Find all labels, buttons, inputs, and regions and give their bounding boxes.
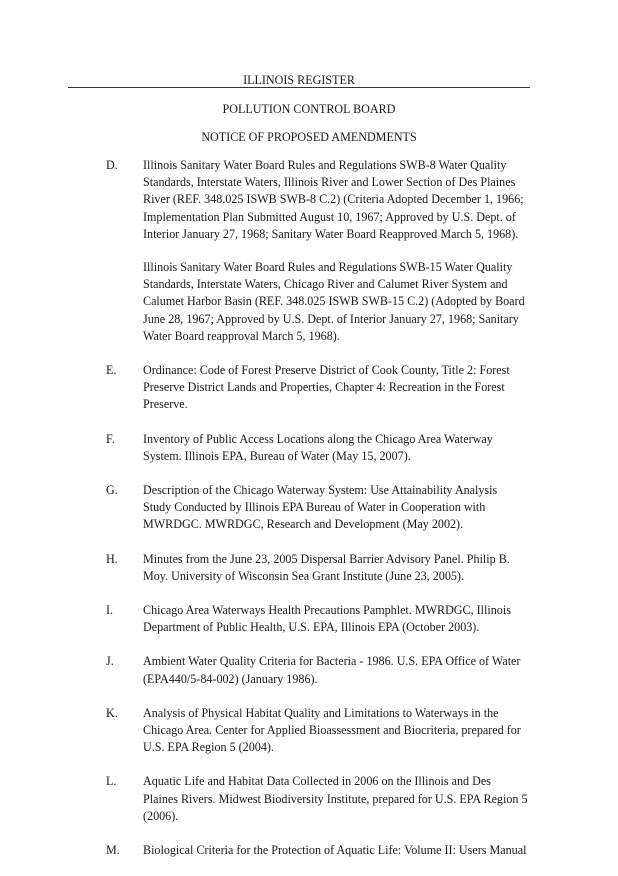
item-body (143, 362, 528, 414)
list-item (0, 705, 618, 757)
item-paragraph: Inventory of Public Access Locations along the Chicago Area Waterway System. Illinois EPA, Bureau of Water (May 15, 2007). (143, 431, 493, 463)
item-body (143, 157, 528, 345)
list-item (0, 653, 618, 687)
item-paragraph: Ordinance: Code of Forest Preserve District of Cook County, Title 2: Forest Preserve District Lands and Properties, Chapter 4: Recreation in the Forest Preserve. (143, 363, 510, 412)
item-body (143, 602, 528, 636)
list-item (0, 362, 618, 414)
item-letter: H. (106, 551, 118, 566)
item-letter: I. (106, 603, 114, 618)
item-paragraph: Aquatic Life and Habitat Data Collected in 2006 on the Illinois and Des Plaines Rivers. Midwest Biodiversity Institute, prepared for U.S. EPA Region 5 (2006). (143, 774, 528, 823)
list-item (0, 551, 618, 585)
item-body (143, 551, 528, 585)
item-letter: K. (106, 705, 118, 720)
item-paragraph: Ambient Water Quality Criteria for Bacteria - 1986. U.S. EPA Office of Water (EPA440/5-84-002) (January 1986). (143, 654, 521, 686)
item-body (143, 842, 528, 859)
register-title-text: ILLINOIS REGISTER (237, 73, 361, 87)
item-paragraph: Biological Criteria for the Protection of Aquatic Life: Volume II: Users Manual (143, 843, 527, 858)
reference-list (0, 157, 618, 876)
list-item (0, 602, 618, 636)
notice-heading: NOTICE OF PROPOSED AMENDMENTS (201, 130, 417, 144)
item-letter: G. (106, 483, 118, 498)
item-letter: M. (106, 843, 120, 858)
list-item (0, 842, 618, 859)
item-paragraph: Chicago Area Waterways Health Precautions Pamphlet. MWRDGC, Illinois Department of Public Health, U.S. EPA, Illinois EPA (October 2003). (143, 603, 511, 635)
item-body (143, 773, 528, 825)
list-item (0, 773, 618, 825)
agency-heading: POLLUTION CONTROL BOARD (222, 102, 396, 116)
item-letter: L. (106, 774, 117, 789)
item-paragraph: Illinois Sanitary Water Board Rules and Regulations SWB-15 Water Quality Standards, Interstate Waters, Chicago River and Calumet River System and Calumet Harbor Basin (REF. 348.025 ISWB SWB-15 C.2) (Adopted by Board June 28, 1967; Approved by U.S. Dept. of Interior January 27, 1968; Sanitary Water Board reapproval March 5, 1968). (143, 260, 525, 343)
item-body (143, 482, 528, 534)
item-paragraph: Analysis of Physical Habitat Quality and Limitations to Waterways in the Chicago Area. Center for Applied Bioassessment and Biocriteria, prepared for U.S. EPA Region 5 (2004). (143, 705, 521, 755)
item-body (143, 705, 528, 757)
item-letter: D. (106, 158, 118, 172)
register-title (68, 73, 530, 88)
item-body (143, 431, 528, 465)
item-paragraph: Illinois Sanitary Water Board Rules and Regulations SWB-8 Water Quality Standards, Interstate Waters, Illinois River and Lower Section of Des Plaines River (REF. 348.025 ISWB SWB-8 C.2) (Criteria Adopted December 1, 1966; Implementation Plan Submitted August 10, 1967; Approved by U.S. Dept. of Interior January 27, 1968; Sanitary Water Board Reapproved March 5, 1968). (143, 158, 524, 241)
item-paragraph: Description of the Chicago Waterway System: Use Attainability Analysis Study Conducted by Illinois EPA Bureau of Water in Cooperation with MWRDGC. MWRDGC, Research and Development (May 2002). (143, 483, 498, 532)
item-body (143, 653, 528, 687)
list-item (0, 482, 618, 534)
item-letter: E. (106, 363, 117, 378)
register-header (68, 73, 530, 91)
item-paragraph: Minutes from the June 23, 2005 Dispersal Barrier Advisory Panel. Philip B. Moy. University of Wisconsin Sea Grant Institute (June 23, 2005). (143, 551, 510, 583)
list-item (0, 157, 618, 345)
list-item (0, 431, 618, 465)
item-letter: F. (106, 431, 115, 446)
item-letter: J. (106, 654, 114, 669)
